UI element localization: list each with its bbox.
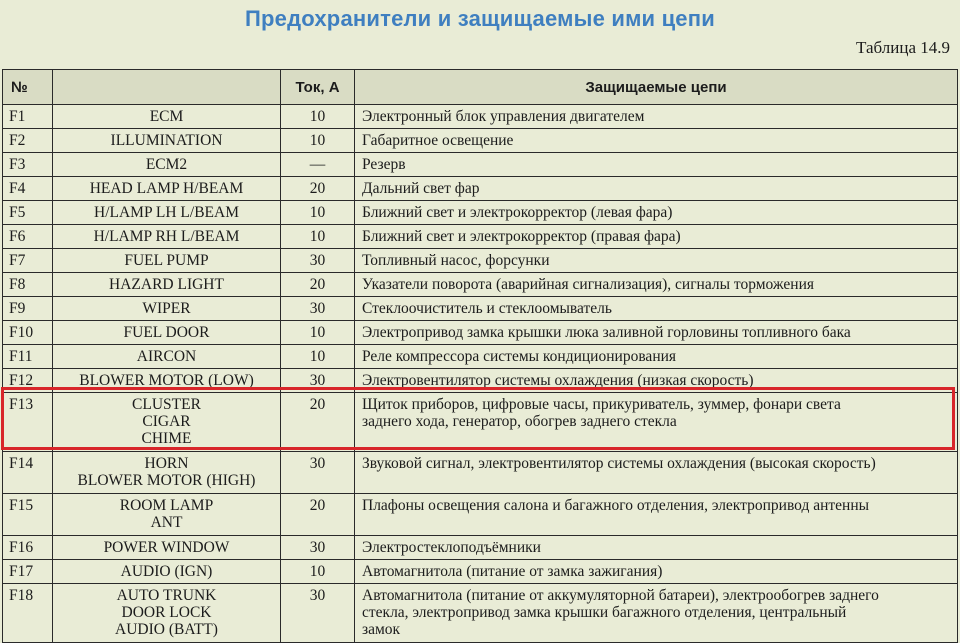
protected-circuits-line: Стеклоочиститель и стеклоомыватель: [362, 300, 612, 317]
table-row: [3, 249, 958, 273]
fuse-number: F5: [3, 201, 53, 225]
fuse-number: F8: [3, 273, 53, 297]
protected-circuits-line: Дальний свет фар: [362, 180, 480, 197]
fuse-name: [53, 321, 281, 345]
fuse-number: F3: [3, 153, 53, 177]
fuse-name-line: BLOWER MOTOR (LOW): [79, 372, 254, 389]
protected-circuits: [355, 452, 958, 494]
protected-circuits-line: Электронный блок управления двигателем: [362, 108, 645, 125]
fuse-current: 30: [281, 249, 355, 273]
fuse-name-line: WIPER: [142, 300, 191, 317]
fuse-current: 10: [281, 345, 355, 369]
fuse-name-line: HAZARD LIGHT: [109, 276, 224, 293]
table-row: [3, 560, 958, 584]
protected-circuits: [355, 273, 958, 297]
fuse-name-line: AUTO TRUNK: [116, 587, 217, 604]
fuse-name: [53, 452, 281, 494]
fuse-name-line: ECM: [149, 108, 184, 125]
fuse-current: 30: [281, 452, 355, 494]
table-row: [3, 153, 958, 177]
table-row: [3, 225, 958, 249]
fuse-current: 20: [281, 393, 355, 452]
protected-circuits-line: Электростеклоподъёмники: [362, 539, 541, 556]
fuse-name: [53, 369, 281, 393]
protected-circuits: [355, 177, 958, 201]
table-row: [3, 321, 958, 345]
fuse-name-line: ECM2: [145, 156, 188, 173]
fuse-number: F11: [3, 345, 53, 369]
fuse-current: 10: [281, 225, 355, 249]
fuse-name: [53, 297, 281, 321]
protected-circuits-line: Топливный насос, форсунки: [362, 252, 550, 269]
table-row: [3, 452, 958, 494]
protected-circuits-line: Электропривод замка крышки люка заливной горловины топливного бака: [362, 324, 851, 341]
fuse-name-line: HORN: [144, 455, 189, 472]
table-row: [3, 345, 958, 369]
fuse-name-line: HEAD LAMP H/BEAM: [89, 180, 244, 197]
fuse-name-line: POWER WINDOW: [103, 539, 230, 556]
page-title: Предохранители и защищаемые ими цепи: [245, 6, 715, 31]
protected-circuits: [355, 584, 958, 643]
fuse-name: [53, 494, 281, 536]
fuse-name: [53, 105, 281, 129]
table-row: [3, 584, 958, 643]
fuse-name: [53, 129, 281, 153]
protected-circuits-line: Ближний свет и электрокорректор (правая фара): [362, 228, 681, 245]
protected-circuits: [355, 321, 958, 345]
protected-circuits-line: Указатели поворота (аварийная сигнализация), сигналы торможения: [362, 276, 815, 293]
protected-circuits: [355, 129, 958, 153]
fuse-name: [53, 201, 281, 225]
protected-circuits: [355, 369, 958, 393]
fuse-current: 30: [281, 536, 355, 560]
fuse-number: F16: [3, 536, 53, 560]
fuse-current: 10: [281, 201, 355, 225]
fuse-name: [53, 393, 281, 452]
fuse-number: F10: [3, 321, 53, 345]
header-circuits: Защищаемые цепи: [355, 70, 958, 105]
table-row: [3, 129, 958, 153]
fuse-table: [2, 69, 958, 643]
fuse-name-line: H/LAMP LH L/BEAM: [94, 204, 239, 221]
fuse-number: F17: [3, 560, 53, 584]
fuse-name: [53, 249, 281, 273]
protected-circuits-line: замок: [362, 621, 401, 638]
protected-circuits: [355, 225, 958, 249]
table-row: [3, 536, 958, 560]
fuse-number: F13: [3, 393, 53, 452]
fuse-name-line: ANT: [150, 514, 183, 531]
fuse-name-line: FUEL DOOR: [123, 324, 210, 341]
protected-circuits-line: Ближний свет и электрокорректор (левая фара): [362, 204, 673, 221]
protected-circuits: [355, 494, 958, 536]
fuse-name: [53, 345, 281, 369]
fuse-name-line: BLOWER MOTOR (HIGH): [77, 472, 256, 489]
fuse-number: F2: [3, 129, 53, 153]
fuse-name-line: AUDIO (IGN): [120, 563, 213, 580]
table-row: [3, 273, 958, 297]
fuse-current: 20: [281, 273, 355, 297]
table-row: [3, 393, 958, 452]
protected-circuits: [355, 249, 958, 273]
fuse-current: 10: [281, 321, 355, 345]
protected-circuits: [355, 201, 958, 225]
fuse-number: F15: [3, 494, 53, 536]
table-row: [3, 201, 958, 225]
fuse-number: F14: [3, 452, 53, 494]
fuse-current: —: [281, 153, 355, 177]
fuse-number: F4: [3, 177, 53, 201]
fuse-name-line: CLUSTER: [132, 396, 201, 413]
header-name: [53, 70, 281, 105]
fuse-number: F6: [3, 225, 53, 249]
fuse-number: F9: [3, 297, 53, 321]
fuse-current: 20: [281, 177, 355, 201]
table-row: [3, 177, 958, 201]
protected-circuits: [355, 560, 958, 584]
protected-circuits: [355, 105, 958, 129]
table-row: [3, 369, 958, 393]
protected-circuits-line: Плафоны освещения салона и багажного отделения, электропривод антенны: [362, 497, 870, 514]
protected-circuits-line: Реле компрессора системы кондиционирования: [362, 348, 677, 365]
fuse-name: [53, 536, 281, 560]
table-row: [3, 105, 958, 129]
fuse-number: F18: [3, 584, 53, 643]
fuse-name-line: H/LAMP RH L/BEAM: [93, 228, 240, 245]
fuse-name-line: FUEL PUMP: [124, 252, 209, 269]
protected-circuits: [355, 345, 958, 369]
fuse-name-line: ILLUMINATION: [110, 132, 223, 149]
fuse-name: [53, 225, 281, 249]
fuse-name-line: AIRCON: [136, 348, 197, 365]
fuse-number: F1: [3, 105, 53, 129]
fuse-current: 10: [281, 105, 355, 129]
protected-circuits-line: Автомагнитола (питание от замка зажигания): [362, 563, 663, 580]
fuse-current: 10: [281, 560, 355, 584]
fuse-number: F7: [3, 249, 53, 273]
fuse-name: [53, 273, 281, 297]
protected-circuits-line: Щиток приборов, цифровые часы, прикуриватель, зуммер, фонари света: [362, 396, 841, 413]
fuse-name: [53, 560, 281, 584]
fuse-current: 10: [281, 129, 355, 153]
protected-circuits-line: заднего хода, генератор, обогрев заднего стекла: [362, 413, 677, 430]
protected-circuits-line: Габаритное освещение: [362, 132, 514, 149]
fuse-name: [53, 177, 281, 201]
protected-circuits-line: Автомагнитола (питание от аккумуляторной батареи), электрообогрев заднего: [362, 587, 879, 604]
fuse-current: 20: [281, 494, 355, 536]
fuse-current: 30: [281, 369, 355, 393]
protected-circuits: [355, 393, 958, 452]
table-label: Таблица 14.9: [856, 38, 950, 57]
fuse-name-line: AUDIO (BATT): [115, 621, 218, 638]
protected-circuits-line: Электровентилятор системы охлаждения (низкая скорость): [362, 372, 754, 389]
fuse-name: [53, 584, 281, 643]
fuse-number: F12: [3, 369, 53, 393]
table-row: [3, 494, 958, 536]
header-number: №: [3, 70, 53, 105]
fuse-current: 30: [281, 297, 355, 321]
fuse-name-line: ROOM LAMP: [119, 497, 214, 514]
header-current: Ток, А: [281, 70, 355, 105]
fuse-name-line: CHIME: [141, 430, 192, 447]
protected-circuits: [355, 153, 958, 177]
fuse-name: [53, 153, 281, 177]
fuse-name-line: CIGAR: [142, 413, 191, 430]
protected-circuits-line: Резерв: [362, 156, 406, 173]
fuse-current: 30: [281, 584, 355, 643]
protected-circuits: [355, 536, 958, 560]
fuse-name-line: DOOR LOCK: [121, 604, 212, 621]
protected-circuits: [355, 297, 958, 321]
table-header-row: [3, 70, 958, 105]
protected-circuits-line: Звуковой сигнал, электровентилятор системы охлаждения (высокая скорость): [362, 455, 876, 472]
protected-circuits-line: стекла, электропривод замка крышки багажного отделения, центральный: [362, 604, 847, 621]
table-row: [3, 297, 958, 321]
